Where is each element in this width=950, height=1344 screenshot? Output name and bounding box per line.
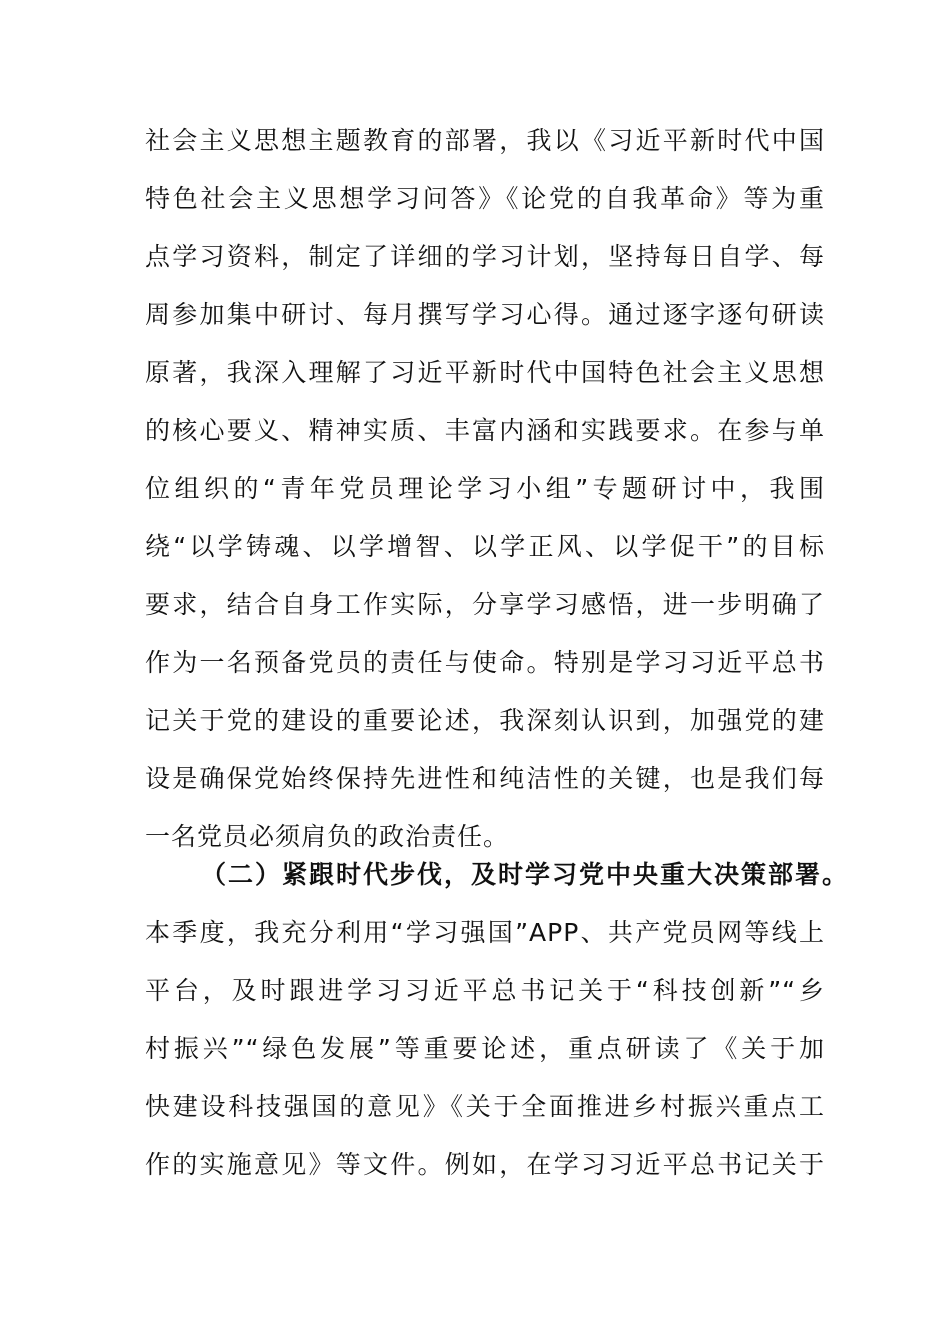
paragraph-1 xyxy=(145,112,825,866)
paragraph-line: 社会主义思想主题教育的部署，我以《习近平新时代中国 xyxy=(145,126,825,155)
paragraph-line: 记关于党的建设的重要论述，我深刻认识到，加强党的建 xyxy=(145,706,825,735)
paragraph-line: 绕“以学铸魂、以学增智、以学正风、以学促干”的目标 xyxy=(145,532,825,561)
paragraph-line: 村振兴”“绿色发展”等重要论述，重点研读了《关于加 xyxy=(145,1034,825,1063)
paragraph-line: 本季度，我充分利用“学习强国”APP、共产党员网等线上 xyxy=(145,918,825,947)
section-heading: （二）紧跟时代步伐，及时学习党中央重大决策部署。 xyxy=(201,860,850,889)
paragraph-line: 平台，及时跟进学习习近平总书记关于“科技创新”“乡 xyxy=(145,976,825,1005)
paragraph-line: 作为一名预备党员的责任与使命。特别是学习习近平总书 xyxy=(145,648,825,677)
paragraph-line: 的核心要义、精神实质、丰富内涵和实践要求。在参与单 xyxy=(145,416,825,445)
paragraph-line: 一名党员必须肩负的政治责任。 xyxy=(145,822,510,851)
paragraph-line: 点学习资料，制定了详细的学习计划，坚持每日自学、每 xyxy=(145,242,825,271)
paragraph-line: 快建设科技强国的意见》《关于全面推进乡村振兴重点工 xyxy=(145,1092,825,1121)
paragraph-line: 原著，我深入理解了习近平新时代中国特色社会主义思想 xyxy=(145,358,825,387)
paragraph-line: 要求，结合自身工作实际，分享学习感悟，进一步明确了 xyxy=(145,590,825,619)
paragraph-line: 特色社会主义思想学习问答》《论党的自我革命》等为重 xyxy=(145,184,825,213)
paragraph-line: 周参加集中研讨、每月撰写学习心得。通过逐字逐句研读 xyxy=(145,300,825,329)
paragraph-line: 作的实施意见》等文件。例如，在学习习近平总书记关于 xyxy=(145,1150,825,1179)
section-2 xyxy=(145,846,850,1194)
paragraph-line: 位组织的“青年党员理论学习小组”专题研讨中，我围 xyxy=(145,474,825,503)
paragraph-line: 设是确保党始终保持先进性和纯洁性的关键，也是我们每 xyxy=(145,764,825,793)
